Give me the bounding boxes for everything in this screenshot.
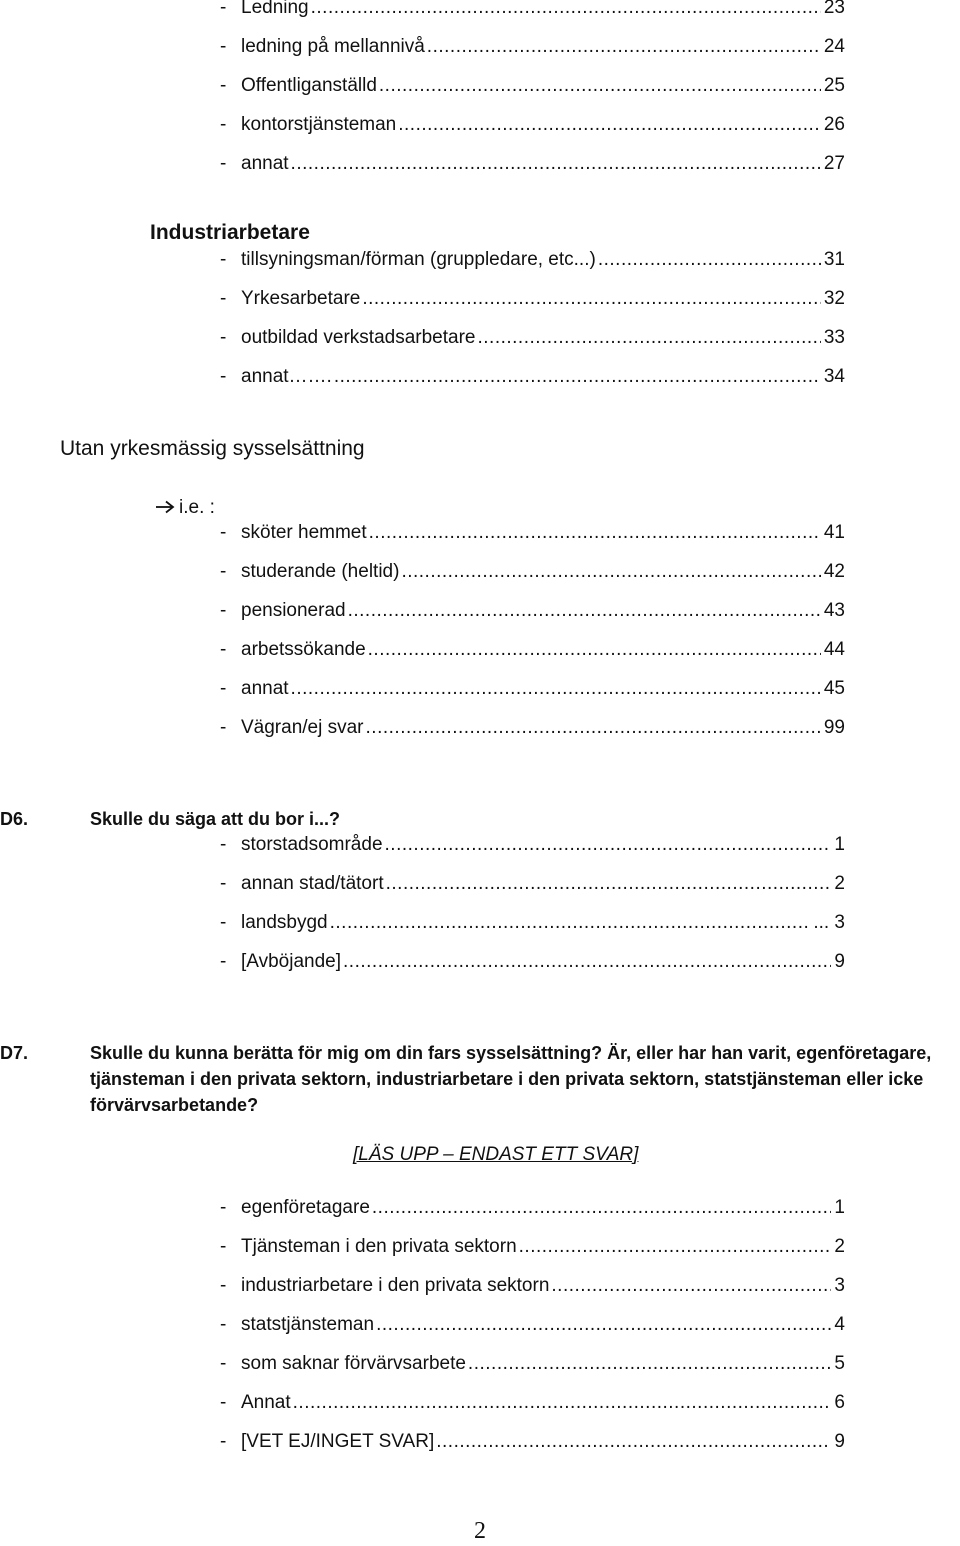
list-item: - landsbygd ..... ... 3 bbox=[220, 910, 845, 936]
item-code: 25 bbox=[823, 75, 845, 96]
item-label: [Avböjande] bbox=[241, 951, 342, 972]
item-label: annat……. bbox=[241, 366, 332, 387]
interviewer-instruction: [LÄS UPP – ENDAST ETT SVAR] bbox=[353, 1144, 639, 1165]
item-code: 26 bbox=[823, 114, 845, 135]
item-label: statstjänsteman bbox=[241, 1314, 375, 1335]
list-item: - annan stad/tätort ..... 2 bbox=[220, 871, 845, 897]
item-code: 99 bbox=[823, 717, 845, 738]
item-label: studerande (heltid) bbox=[241, 561, 400, 582]
question-number-d6: D6. bbox=[0, 809, 29, 829]
item-code: 24 bbox=[823, 36, 845, 57]
item-label: annat bbox=[241, 678, 289, 699]
item-code: 3 bbox=[834, 1275, 845, 1296]
page-number: 2 bbox=[474, 1518, 486, 1544]
list-item: - [VET EJ/INGET SVAR] ..... 9 bbox=[220, 1429, 845, 1455]
item-code: 4 bbox=[834, 1314, 845, 1335]
item-code: 1 bbox=[834, 1197, 845, 1218]
item-label: Yrkesarbetare bbox=[241, 288, 361, 309]
item-code: 5 bbox=[834, 1353, 845, 1374]
item-code: 41 bbox=[823, 522, 845, 543]
item-label: annat bbox=[241, 153, 289, 174]
item-label: annan stad/tätort bbox=[241, 873, 384, 894]
list-item: - Annat ..... 6 bbox=[220, 1390, 845, 1416]
item-label: Vägran/ej svar bbox=[241, 717, 364, 738]
item-label: Tjänsteman i den privata sektorn bbox=[241, 1236, 517, 1257]
item-code: 45 bbox=[823, 678, 845, 699]
item-label: kontorstjänsteman bbox=[241, 114, 397, 135]
item-label: Annat bbox=[241, 1392, 291, 1413]
item-code: 9 bbox=[834, 951, 845, 972]
list-item: - Offentliganställd ..... 25 bbox=[220, 73, 845, 99]
item-label: industriarbetare i den privata sektorn bbox=[241, 1275, 550, 1296]
list-item: - Vägran/ej svar ..... 99 bbox=[220, 715, 845, 741]
item-label: Offentliganställd bbox=[241, 75, 377, 96]
list-item: - Tjänsteman i den privata sektorn ..... 2 bbox=[220, 1234, 845, 1260]
item-label: ledning på mellannivå bbox=[241, 36, 425, 57]
item-label: sköter hemmet bbox=[241, 522, 367, 543]
item-code: 43 bbox=[823, 600, 845, 621]
item-code: 2 bbox=[834, 873, 845, 894]
list-item: - egenföretagare ..... 1 bbox=[220, 1195, 845, 1221]
question-text-d6: Skulle du säga att du bor i...? bbox=[90, 809, 341, 829]
item-label: pensionerad bbox=[241, 600, 346, 621]
list-item: - ledning på mellannivå ..... 24 bbox=[220, 34, 845, 60]
item-code: 42 bbox=[823, 561, 845, 582]
list-item: - kontorstjänsteman ..... 26 bbox=[220, 112, 845, 138]
item-code: 1 bbox=[834, 834, 845, 855]
item-code: 32 bbox=[823, 288, 845, 309]
item-label: Ledning bbox=[241, 0, 309, 18]
industri-heading: Industriarbetare bbox=[150, 221, 310, 244]
list-item: - industriarbetare i den privata sektorn ..... 3 bbox=[220, 1273, 845, 1299]
right-arrow-icon bbox=[155, 500, 175, 514]
item-code: 44 bbox=[823, 639, 845, 660]
item-label: tillsyningsman/förman (gruppledare, etc...) bbox=[241, 249, 596, 270]
ie-label: i.e. : bbox=[179, 497, 215, 518]
item-code: 33 bbox=[823, 327, 845, 348]
list-item: - som saknar förvärvsarbete ..... 5 bbox=[220, 1351, 845, 1377]
ie-line bbox=[155, 495, 215, 521]
item-label: landsbygd bbox=[241, 912, 328, 933]
item-code: 23 bbox=[823, 0, 845, 18]
item-label: arbetssökande bbox=[241, 639, 366, 660]
list-item: - tillsyningsman/förman (gruppledare, etc...) ..... 31 bbox=[220, 247, 845, 273]
item-label: som saknar förvärvsarbete bbox=[241, 1353, 466, 1374]
list-item: - Yrkesarbetare ..... 32 bbox=[220, 286, 845, 312]
item-label: storstadsområde bbox=[241, 834, 383, 855]
item-label: outbildad verkstadsarbetare bbox=[241, 327, 476, 348]
item-label: egenföretagare bbox=[241, 1197, 370, 1218]
item-code: 31 bbox=[823, 249, 845, 270]
utan-heading: Utan yrkesmässig sysselsättning bbox=[60, 437, 365, 460]
list-item: - outbildad verkstadsarbetare ..... 33 bbox=[220, 325, 845, 351]
item-code: 2 bbox=[834, 1236, 845, 1257]
list-item: - studerande (heltid) ..... 42 bbox=[220, 559, 845, 585]
list-item: - annat……. ..... 34 bbox=[220, 364, 845, 390]
list-item: - arbetssökande ..... 44 bbox=[220, 637, 845, 663]
list-item: - storstadsområde ..... 1 bbox=[220, 832, 845, 858]
list-item: - statstjänsteman ..... 4 bbox=[220, 1312, 845, 1338]
list-item: - pensionerad ..... 43 bbox=[220, 598, 845, 624]
item-code: 6 bbox=[834, 1392, 845, 1413]
question-text-d7: Skulle du kunna berätta för mig om din fars sysselsättning? Är, eller har han varit, egenföretagare, tjänsteman i den privata sektorn, industriarbetare i den privata sektorn, statstjänsteman eller icke förvärvsarbetande? bbox=[90, 1043, 932, 1115]
item-code: ... 3 bbox=[813, 912, 845, 933]
item-code: 34 bbox=[823, 366, 845, 387]
item-label: [VET EJ/INGET SVAR] bbox=[241, 1431, 435, 1452]
list-item: - sköter hemmet ..... 41 bbox=[220, 520, 845, 546]
item-code: 27 bbox=[823, 153, 845, 174]
list-item: - annat ..... 27 bbox=[220, 151, 845, 177]
question-number-d7: D7. bbox=[0, 1043, 29, 1063]
item-code: 9 bbox=[834, 1431, 845, 1452]
list-item: - [Avböjande] ..... 9 bbox=[220, 949, 845, 975]
list-item: - Ledning ..... 23 bbox=[220, 0, 845, 21]
list-item: - annat ..... 45 bbox=[220, 676, 845, 702]
